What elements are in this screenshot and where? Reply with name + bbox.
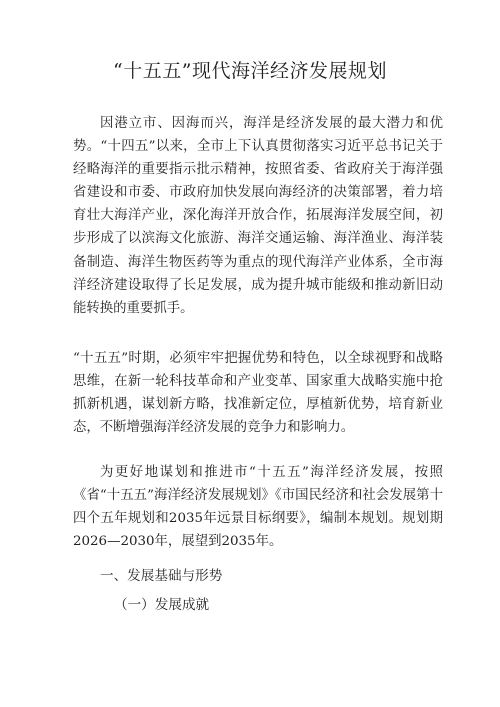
paragraph-basis: 为更好地谋划和推进市“十五五”海洋经济发展，按照《省“十五五”海洋经济发展规划》《市国民经济和社会发展第十四个五年规划和2035年远景目标纲要》，编制本规划。规划期2026—2030年，展望到2035年。: [73, 465, 443, 550]
paragraph-intro: 因港立市、因海而兴，海洋是经济发展的最大潜力和优势。“十四五”以来，全市上下认真贯彻落实习近平总书记关于经略海洋的重要指示批示精神，按照省委、省政府关于海洋强省建设和市委、市政府加快发展向海经济的决策部署，着力培育壮大海洋产业，深化海洋开放合作，拓展海洋发展空间，初步形成了以滨海文化旅游、海洋交通运输、海洋渔业、海洋装备制造、海洋生物医药等为重点的现代海洋产业体系，全市海洋经济建设取得了长足发展，成为提升城市能级和推动新旧动能转换的重要抓手。: [73, 116, 443, 316]
document-title: “十五五”现代海洋经济发展规划: [113, 60, 387, 82]
subsection-heading: （一）发展成就: [114, 597, 210, 613]
paragraph-period: “十五五”时期，必须牢牢把握优势和特色，以全球视野和战略思维，在新一轮科技革命和产业变革、国家重大战略实施中抢抓新机遇，谋划新方略，找准新定位，厚植新优势，培育新业态，不断增强海洋经济发展的竞争力和影响力。: [73, 351, 443, 436]
section-heading: 一、发展基础与形势: [100, 568, 223, 584]
